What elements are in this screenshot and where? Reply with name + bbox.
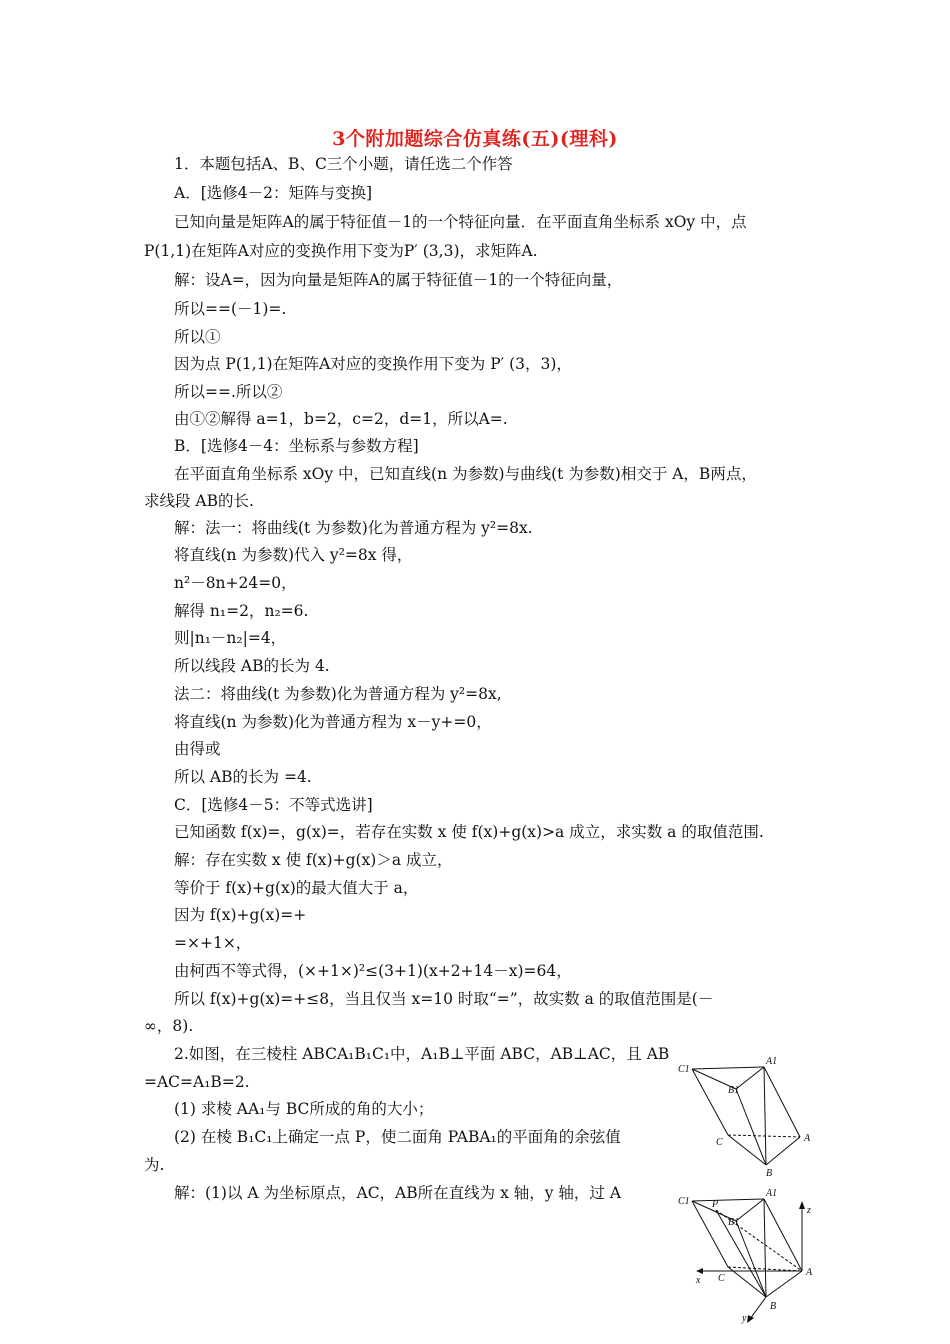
text-line: 解：法一：将曲线(t 为参数)化为普通方程为 y²=8x. — [174, 519, 533, 537]
figure-label: C1 — [678, 1064, 690, 1075]
text-line: 2.如图，在三棱柱 ABCA₁B₁C₁中，A₁B⊥平面 ABC，AB⊥AC，且 AB — [174, 1045, 670, 1063]
text-line: 求线段 AB的长. — [144, 492, 254, 510]
figure-label: B1 — [728, 1085, 740, 1096]
text-line: 已知函数 f(x)=，g(x)=，若存在实数 x 使 f(x)+g(x)>a 成立，求实数 a 的取值范围. — [174, 823, 764, 841]
text-line: =AC=A₁B=2. — [144, 1073, 250, 1091]
figure-label: A — [806, 1267, 813, 1278]
text-line: 将直线(n 为参数)化为普通方程为 x－y+=0， — [174, 713, 492, 731]
text-line: 所以==(－1)=. — [174, 300, 287, 318]
figure-label: z — [807, 1205, 811, 1216]
text-line: 因为 f(x)+g(x)=+ — [174, 906, 307, 924]
figure-label: B — [766, 1168, 773, 1179]
text-line: ∞，8). — [144, 1017, 194, 1035]
text-line: 所以 AB的长为 =4. — [174, 768, 312, 786]
prism-coordinate-figure — [670, 1185, 820, 1325]
text-line: 等价于 f(x)+g(x)的最大值大于 a， — [174, 879, 419, 897]
text-line: n²－8n+24=0， — [174, 574, 297, 592]
text-line: (1) 求棱 AA₁与 BC所成的角的大小； — [174, 1100, 434, 1118]
figure-label: B1 — [728, 1217, 740, 1228]
figure-label: B — [770, 1301, 777, 1312]
text-line: 由①②解得 a=1，b=2，c=2，d=1，所以A=. — [174, 410, 508, 428]
figure-label: y — [742, 1313, 747, 1324]
figure-label: x — [696, 1275, 701, 1286]
figure-label: C — [716, 1137, 723, 1148]
text-line: 解：存在实数 x 使 f(x)+g(x)＞a 成立， — [174, 851, 453, 869]
text-line: C．[选修4－5：不等式选讲] — [174, 796, 373, 814]
text-line: 所以 f(x)+g(x)=+≤8，当且仅当 x=10 时取“=”，故实数 a 的取值范围是(－ — [174, 990, 714, 1008]
text-line: 由得或 — [174, 740, 221, 758]
text-line: B．[选修4－4：坐标系与参数方程] — [174, 437, 419, 455]
figure-label: P — [712, 1199, 719, 1210]
figure-label: C — [718, 1273, 725, 1284]
text-line: (2) 在棱 B₁C₁上确定一点 P，使二面角 PABA₁的平面角的余弦值 — [174, 1128, 621, 1146]
text-line: 解：(1)以 A 为坐标原点，AC，AB所在直线为 x 轴，y 轴，过 A — [174, 1184, 622, 1202]
figure-label: A — [804, 1133, 811, 1144]
text-line: =×+1×， — [174, 934, 252, 952]
text-line: 则|n₁－n₂|=4， — [174, 629, 287, 647]
text-line: 解：设A=，因为向量是矩阵A的属于特征值－1的一个特征向量， — [174, 271, 623, 289]
text-line: 1．本题包括A、B、C三个小题，请任选二个作答 — [174, 155, 513, 173]
text-line: 已知向量是矩阵A的属于特征值－1的一个特征向量．在平面直角坐标系 xOy 中，点 — [174, 213, 747, 231]
figure-label: C1 — [678, 1196, 690, 1207]
text-line: 由柯西不等式得，(×+1×)²≤(3+1)(x+2+14－x)=64， — [174, 962, 572, 980]
figure-label: A1 — [766, 1188, 778, 1199]
text-line: 所以==.所以② — [174, 383, 283, 401]
text-line: 法二：将曲线(t 为参数)化为普通方程为 y²=8x, — [174, 685, 502, 703]
figure-label: A1 — [766, 1056, 778, 1067]
text-line: 因为点 P(1,1)在矩阵A对应的变换作用下变为 P′ (3，3)， — [174, 355, 572, 373]
text-line: A．[选修4－2：矩阵与变换] — [174, 184, 373, 202]
text-line: 为. — [144, 1156, 165, 1174]
page-title: 3个附加题综合仿真练(五)(理科) — [332, 128, 618, 150]
text-line: 所以线段 AB的长为 4. — [174, 657, 330, 675]
text-line: 在平面直角坐标系 xOy 中，已知直线(n 为参数)与曲线(t 为参数)相交于 A，B两点， — [174, 465, 757, 483]
prism-figure — [670, 1055, 820, 1180]
text-line: 所以① — [174, 328, 221, 346]
text-line: 解得 n₁=2，n₂=6. — [174, 602, 309, 620]
text-line: 将直线(n 为参数)代入 y²=8x 得， — [174, 546, 413, 564]
text-line: P(1,1)在矩阵A对应的变换作用下变为P′ (3,3)，求矩阵A. — [144, 242, 538, 260]
